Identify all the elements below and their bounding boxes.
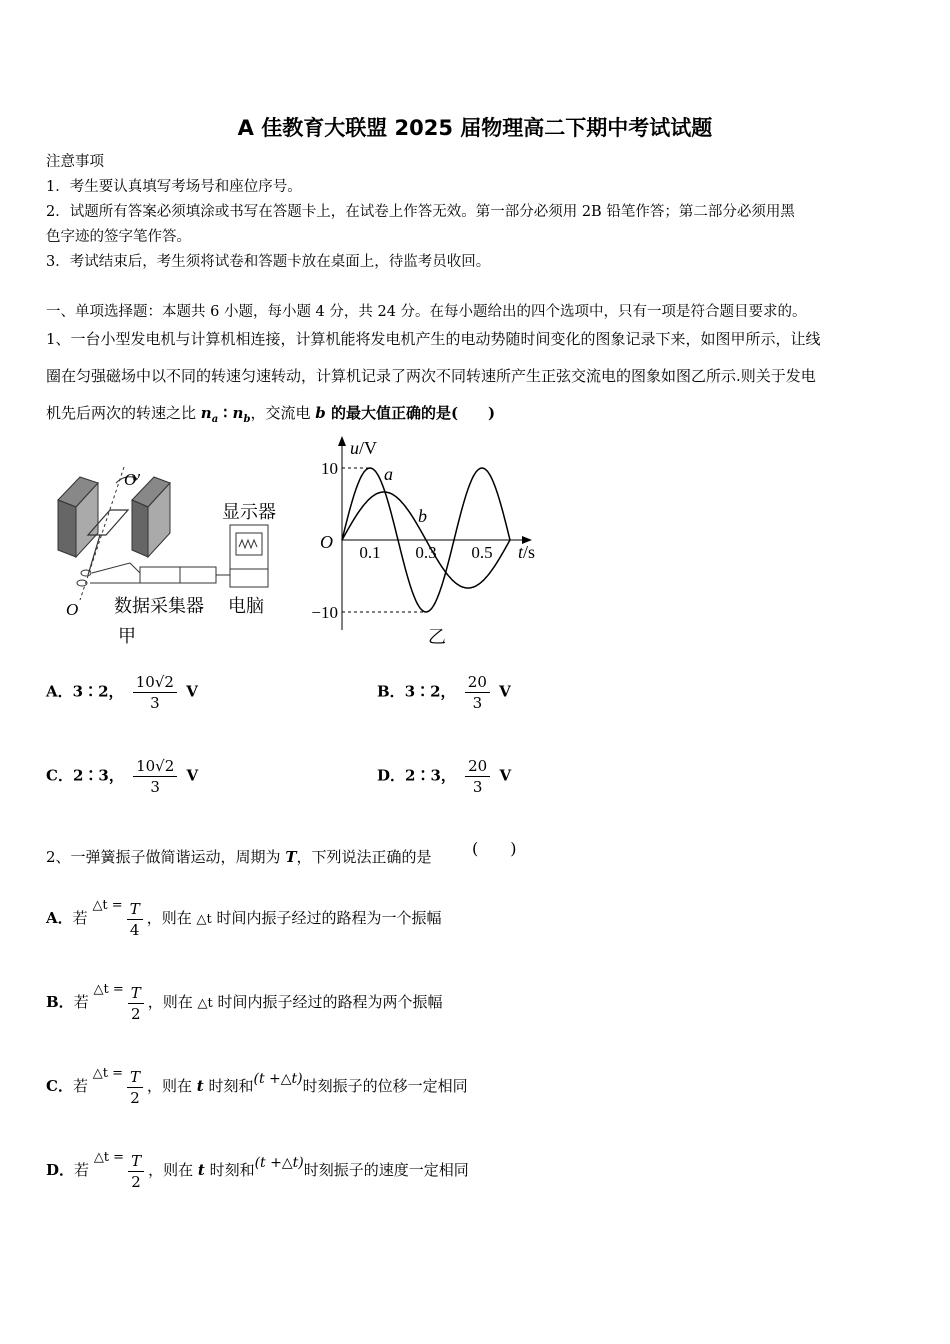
q2-answer-paren: ( ) xyxy=(472,839,517,858)
fraction: $\frac{T}{2}$ xyxy=(128,1151,144,1192)
page-title: A 佳教育大联盟 2025 届物理高二下期中考试试题 xyxy=(237,116,713,140)
y-tick-label: 10 xyxy=(321,459,338,478)
q2-option-c[interactable]: C．若 △t = $\frac{T}{2}$ ，则在 t 时刻和(t +△t)时刻振子的位移一定相同 xyxy=(46,1066,468,1107)
x-tick-label: 0.5 xyxy=(471,543,493,562)
origin-label: O xyxy=(320,532,333,552)
q2-option-a[interactable]: A．若 △t = $\frac{T}{4}$ ，则在 △t 时间内振子经过的路程为一个振幅 xyxy=(46,898,442,939)
fraction: $\frac{T}{2}$ xyxy=(128,983,144,1024)
q2-stem: 2、一弹簧振子做简谐运动，周期为 T，下列说法正确的是 xyxy=(46,848,432,866)
fraction: $\frac{T}{2}$ xyxy=(127,1067,143,1108)
y-tick-label: −10 xyxy=(311,603,338,622)
option-c[interactable]: C．2∶3， $\frac{10√2}{3}$ V xyxy=(46,757,199,796)
computer-label: 电脑 xyxy=(228,596,264,617)
notice-item: 色字迹的签字笔作答。 xyxy=(46,229,191,245)
x-tick-label: 0.3 xyxy=(415,543,437,562)
series-b-label: b xyxy=(418,506,427,526)
figure-caption: 甲 xyxy=(118,626,136,647)
q1-line: 圈在匀强磁场中以不同的转速匀速转动，计算机记录了两次不同转速所产生正弦交流电的图象如图乙所示.则关于发电 xyxy=(46,367,816,385)
o-label: O xyxy=(66,600,79,619)
q2-option-d[interactable]: D．若 △t = $\frac{T}{2}$ ，则在 t 时刻和(t +△t)时刻振子的速度一定相同 xyxy=(46,1150,469,1191)
x-axis-label: t/s xyxy=(518,542,536,562)
option-d[interactable]: D．2∶3， $\frac{20}{3}$ V xyxy=(377,757,512,796)
option-a[interactable]: A．3∶2， $\frac{10√2}{3}$ V xyxy=(46,673,198,712)
q1-line: 机先后两次的转速之比 $n_a$ ∶ $n_b$，交流电 b 的最大值正确的是( ) xyxy=(46,404,496,425)
section-heading: 一、单项选择题：本题共 6 小题，每小题 4 分，共 24 分。在每小题给出的四个选项中，只有一项是符合题目要求的。 xyxy=(46,304,807,320)
q1-line: 1、一台小型发电机与计算机相连接，计算机能将发电机产生的电动势随时间变化的图象记录下来，如图甲所示，让线 xyxy=(46,330,821,348)
notice-heading: 注意事项 xyxy=(46,154,104,170)
fraction: $\frac{T}{4}$ xyxy=(127,899,143,940)
y-axis-label: u/V xyxy=(350,438,377,458)
voltage-chart xyxy=(300,430,560,655)
option-b[interactable]: B．3∶2， $\frac{20}{3}$ V xyxy=(377,673,511,712)
collector-label: 数据采集器 xyxy=(114,596,204,617)
notice-item: 3．考试结束后，考生须将试卷和答题卡放在桌面上，待监考员收回。 xyxy=(46,254,491,270)
generator-figure xyxy=(40,455,300,655)
fraction: $\frac{10√2}{3}$ xyxy=(133,672,177,713)
fraction: $\frac{10√2}{3}$ xyxy=(133,756,177,797)
o-prime-label: O′ xyxy=(124,470,140,489)
display-label: 显示器 xyxy=(222,502,276,523)
chart-caption: 乙 xyxy=(428,627,446,648)
notice-item: 1．考生要认真填写考场号和座位序号。 xyxy=(46,179,302,195)
q2-option-b[interactable]: B．若 △t = $\frac{T}{2}$ ，则在 △t 时间内振子经过的路程为两个振幅 xyxy=(46,982,443,1023)
series-a-label: a xyxy=(384,464,393,484)
notice-item: 2．试题所有答案必须填涂或书写在答题卡上，在试卷上作答无效。第一部分必须用 2B 铅笔作答；第二部分必须用黑 xyxy=(46,204,795,220)
fraction: $\frac{20}{3}$ xyxy=(465,756,490,797)
x-tick-label: 0.1 xyxy=(359,543,381,562)
fraction: $\frac{20}{3}$ xyxy=(465,672,490,713)
y-axis-arrow xyxy=(338,436,346,446)
